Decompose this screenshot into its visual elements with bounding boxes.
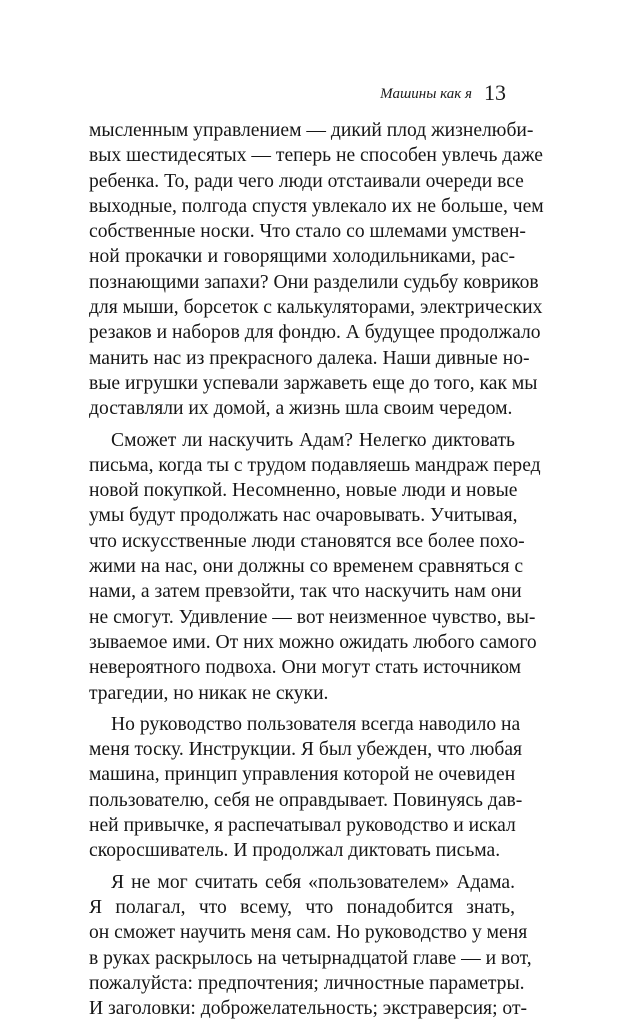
- text-line: собственные носки. Что стало со шлемами умствен-: [89, 221, 526, 243]
- text-line: Но руководство пользователя всегда наводило на: [111, 713, 521, 735]
- paragraph: [89, 428, 541, 706]
- running-head-title: Машины как я: [380, 86, 472, 102]
- text-line: меня тоску. Инструкции. Я был убежден, что любая: [89, 739, 523, 761]
- text-line: что искусственные люди становятся все более похо-: [89, 530, 525, 552]
- text-line: в руках раскрылось на четырнадцатой главе — и вот,: [89, 947, 532, 969]
- text-line: познающими запахи? Они разделили судьбу ковриков: [89, 271, 539, 293]
- text-line: пожалуйста: предпочтения; личностные параметры.: [89, 972, 525, 994]
- text-line: Сможет ли наскучить Адам? Нелегко диктовать: [111, 429, 515, 451]
- text-line: доставляли их домой, а жизнь шла своим чередом.: [89, 398, 513, 420]
- running-head: [380, 80, 506, 106]
- paragraph: [89, 712, 523, 864]
- text-line: жими на нас, они должны со временем сравняться с: [89, 556, 524, 578]
- text-line: манить нас из прекрасного далека. Наши дивные но-: [89, 347, 530, 369]
- text-line: резаков и наборов для фондю. А будущее продолжало: [89, 322, 541, 344]
- page-number: 13: [484, 80, 506, 105]
- text-line: не смогут. Удивление — вот неизменное чувство, вы-: [89, 606, 536, 628]
- text-line: умы будут продолжать нас очаровывать. Учитывая,: [89, 505, 518, 527]
- text-line: мысленным управлением — дикий плод жизнелюби-: [89, 120, 534, 141]
- text-line: Я не мог считать себя «пользователем» Адама.: [111, 871, 515, 893]
- text-line: трагедии, но никак не скуки.: [89, 682, 329, 704]
- text-line: новой покупкой. Несомненно, новые люди и новые: [89, 480, 518, 502]
- text-line: выходные, полгода спустя увлекало их не больше, чем: [89, 195, 544, 217]
- text-line: ной прокачки и говорящими холодильниками, рас-: [89, 246, 515, 268]
- text-line: зываемое ими. От них можно ожидать любого самого: [89, 631, 537, 653]
- text-line: Я полагал, что всему, что понадобится знать,: [89, 896, 515, 918]
- text-line: вых шестидесятых — теперь не способен увлечь даже: [89, 145, 543, 167]
- body-text: [89, 118, 544, 1027]
- text-line: вые игрушки успевали заржаветь еще до того, как мы: [89, 372, 538, 394]
- text-line: И заголовки: доброжелательность; экстраверсия; от-: [89, 998, 528, 1020]
- text-line: он сможет научить меня сам. Но руководство у меня: [89, 922, 528, 944]
- paragraph: [89, 870, 532, 1022]
- text-line: письма, когда ты с трудом подавляешь мандраж перед: [89, 454, 541, 476]
- text-line: ней привычке, я распечатывал руководство и искал: [89, 815, 516, 837]
- text-line: для мыши, борсеток с калькуляторами, электрических: [89, 297, 543, 319]
- text-line: машина, принцип управления которой не очевиден: [89, 764, 516, 786]
- text-line: ребенка. То, ради чего люди отстаивали очереди все: [89, 170, 524, 192]
- text-line: невероятного подвоха. Они могут стать источником: [89, 657, 522, 679]
- text-line: пользователю, себя не оправдывает. Повинуясь дав-: [89, 789, 523, 811]
- paragraph: [89, 118, 544, 422]
- text-line: нами, а затем превзойти, так что наскучить нам они: [89, 581, 522, 603]
- text-line: скоросшиватель. И продолжал диктовать письма.: [89, 840, 501, 862]
